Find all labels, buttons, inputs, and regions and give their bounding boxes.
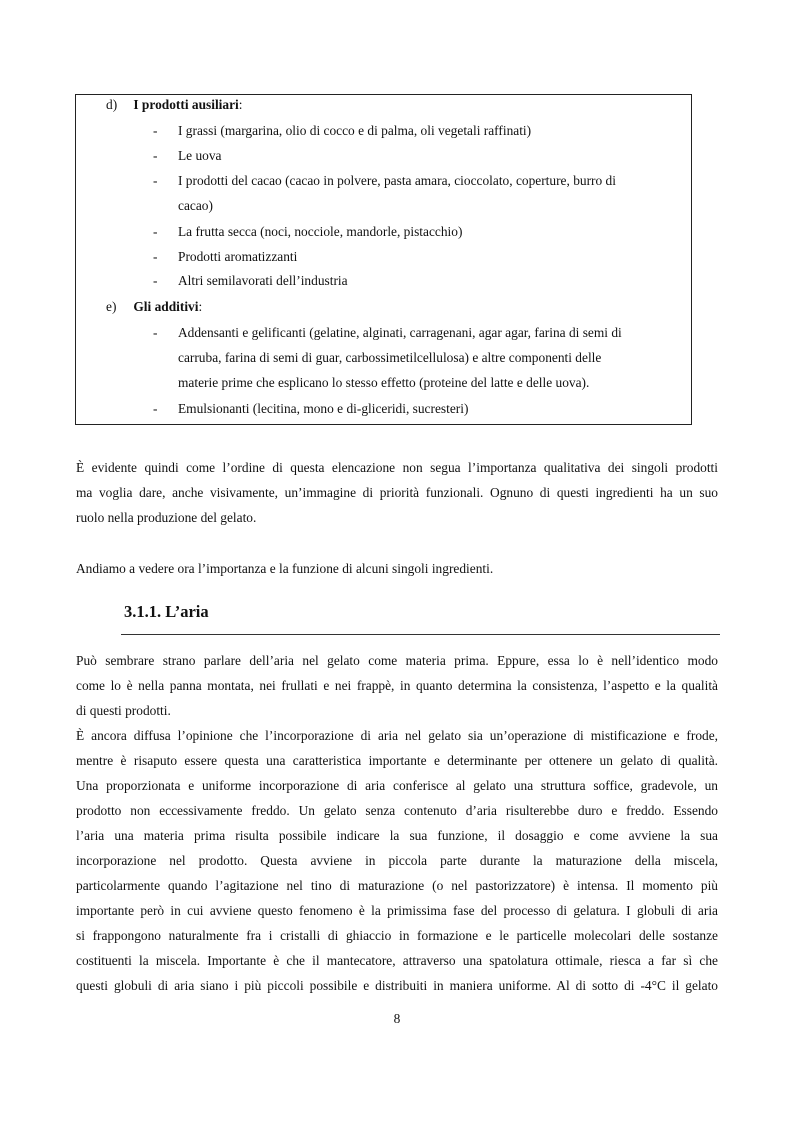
section-heading: 3.1.1. L’aria (124, 602, 209, 621)
list-item: Addensanti e gelificanti (gelatine, alginati, carragenani, agar agar, farina di semi di (178, 325, 622, 340)
text-line: come lo è nella panna montata, nei frullati e nei frappè, in quanto determina la consistenza, l’aspetto e la qualità (76, 678, 718, 693)
bullet-dash: - (153, 401, 158, 416)
list-item: Altri semilavorati dell’industria (178, 273, 348, 288)
list-item: I grassi (margarina, olio di cocco e di palma, oli vegetali raffinati) (178, 123, 532, 138)
bullet-dash: - (153, 325, 158, 340)
list-item-continuation: materie prime che esplicano lo stesso effetto (proteine del latte e delle uova). (178, 375, 590, 390)
text-line: ruolo nella produzione del gelato. (76, 510, 257, 525)
text-line: importante però in cui avviene questo fenomeno è la primissima fase del processo di gelatura. I globuli di aria (76, 903, 718, 918)
text-line: costituenti la miscela. Importante è che il mantecatore, attraverso una spatolatura ottimale, riesca a far sì che (76, 953, 718, 968)
text-line: l’aria una materia prima risulta possibile indicare la sua funzione, il dosaggio e come avviene la sua (76, 828, 718, 843)
bullet-dash: - (153, 273, 158, 288)
list-item: Le uova (178, 148, 222, 163)
text-line: Una proporzionata e uniforme incorporazione di aria conferisce al gelato una struttura soffice, gradevole, un (76, 778, 718, 793)
text-line: incorporazione nel prodotto. Questa avviene in piccola parte durante la maturazione della miscela, (76, 853, 718, 868)
bullet-dash: - (153, 123, 158, 138)
section-d-heading (106, 96, 243, 114)
section-d-title: I prodotti ausiliari (133, 97, 239, 112)
page-number: 8 (393, 1011, 401, 1026)
text-line: Può sembrare strano parlare dell’aria nel gelato come materia prima. Eppure, essa lo è nell’identico modo (76, 653, 718, 668)
section-e-suffix: : (198, 299, 203, 314)
list-item: I prodotti del cacao (cacao in polvere, pasta amara, cioccolato, coperture, burro di (178, 173, 616, 188)
section-e-heading (106, 298, 202, 316)
text-line: È ancora diffusa l’opinione che l’incorporazione di aria nel gelato sia un’operazione di mistificazione e frode, (76, 728, 718, 743)
text-line: prodotto non eccessivamente freddo. Un gelato senza contenuto d’aria risulterebbe duro e freddo. Essendo (76, 803, 718, 818)
list-item: Prodotti aromatizzanti (178, 249, 298, 264)
section-d-suffix: : (238, 97, 243, 112)
bullet-dash: - (153, 148, 158, 163)
bullet-dash: - (153, 173, 158, 188)
list-item: La frutta secca (noci, nocciole, mandorle, pistacchio) (178, 224, 463, 239)
text-line: Andiamo a vedere ora l’importanza e la funzione di alcuni singoli ingredienti. (76, 561, 494, 576)
text-line: È evidente quindi come l’ordine di questa elencazione non segua l’importanza qualitativa dei singoli prodotti (76, 460, 718, 475)
list-item-continuation: carruba, farina di semi di guar, carbossimetilcellulosa) e altre componenti delle (178, 350, 602, 365)
text-line: ma voglia dare, anche visivamente, un’immagine di priorità funzionali. Ognuno di questi ingredienti ha un suo (76, 485, 718, 500)
section-e-title: Gli additivi (133, 299, 199, 314)
list-item-continuation: cacao) (178, 198, 213, 213)
bullet-dash: - (153, 249, 158, 264)
text-line: si frappongono naturalmente fra i cristalli di ghiaccio in formazione e le particelle molecolari delle sostanze (76, 928, 718, 943)
text-line: questi globuli di aria siano i più piccoli possibile e distribuiti in maniera uniforme. Al di sotto di -4°C il gelato (76, 978, 718, 993)
bullet-dash: - (153, 224, 158, 239)
text-line: mentre è risaputo essere questa una caratteristica importante e determinante per ottenere un gelato di qualità. (76, 753, 718, 768)
list-item: Emulsionanti (lecitina, mono e di-gliceridi, sucresteri) (178, 401, 469, 416)
text-line: particolarmente quando l’agitazione nel tino di maturazione (o nel pastorizzatore) è intensa. Il momento più (76, 878, 718, 893)
heading-rule (121, 634, 720, 635)
section-e-label: e) (106, 299, 117, 314)
section-d-label: d) (106, 97, 118, 112)
text-line: di questi prodotti. (76, 703, 171, 718)
